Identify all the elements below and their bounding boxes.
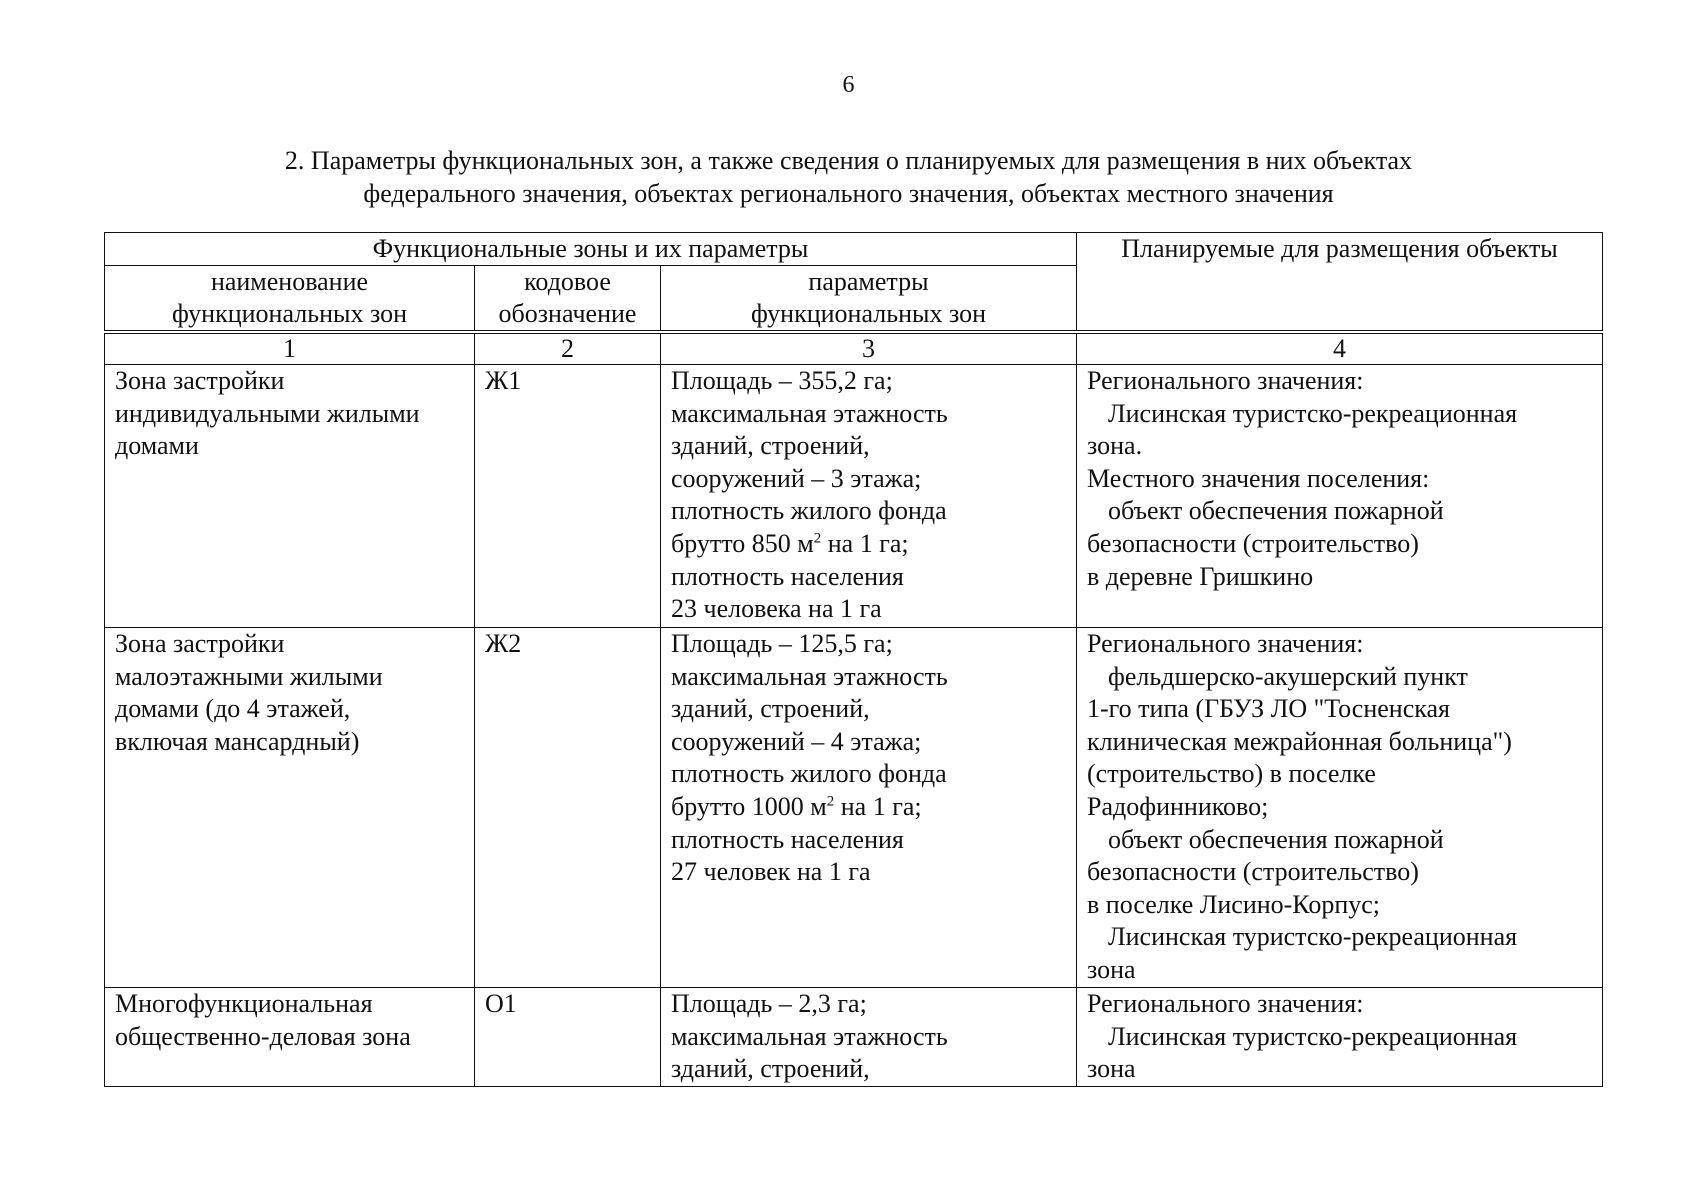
title-line-2: федерального значения, объектах регионального значения, объектах местного значения (363, 179, 1334, 208)
zone-code-cell: Ж2 (475, 628, 661, 988)
table-header-row (105, 233, 1603, 266)
params-density-line (671, 791, 1066, 824)
params-line: плотность жилого фонда (671, 759, 947, 789)
density-value: брутто 1000 м (671, 791, 827, 821)
objects-line: клиническая межрайонная больница") (1087, 726, 1512, 756)
objects-line: зона. (1087, 431, 1143, 461)
objects-line: зона (1087, 1054, 1136, 1084)
params-line: сооружений – 3 этажа; (671, 463, 922, 493)
objects-line: в деревне Гришкино (1087, 561, 1314, 591)
zone-name-line: малоэтажными жилыми (115, 661, 383, 691)
params-line: сооружений – 4 этажа; (671, 726, 922, 756)
planned-objects-cell (1077, 988, 1603, 1087)
column-number: 3 (661, 332, 1077, 365)
zone-name-line: Зона застройки (115, 629, 285, 658)
params-line: максимальная этажность (671, 1021, 948, 1051)
header-zone-name-line: наименование (210, 267, 369, 296)
params-density-line (671, 528, 1066, 561)
zone-params-cell (661, 365, 1077, 628)
objects-line: Лисинская туристско-рекреационная (1108, 1021, 1518, 1051)
header-zone-code-line: кодовое (524, 267, 611, 296)
params-line: максимальная этажность (671, 661, 948, 691)
params-line: 23 человека на 1 га (671, 594, 882, 624)
density-unit: на 1 га; (834, 791, 922, 821)
zone-name-line: индивидуальными жилыми (115, 398, 420, 428)
zone-code-cell: Ж1 (475, 365, 661, 628)
objects-line: зона (1087, 954, 1136, 984)
objects-line: Регионального значения: (1087, 629, 1364, 658)
objects-line: в поселке Лисино-Корпус; (1087, 889, 1381, 919)
header-planned-objects: Планируемые для размещения объекты (1077, 233, 1603, 333)
functional-zones-table (104, 232, 1603, 1087)
header-zone-name (105, 266, 475, 333)
zone-name-cell (105, 988, 475, 1087)
table-row (105, 628, 1603, 988)
objects-line: Регионального значения: (1087, 989, 1364, 1018)
params-line: зданий, строений, (671, 431, 870, 461)
column-number: 4 (1077, 332, 1603, 365)
zone-params-cell (661, 628, 1077, 988)
zone-name-line: домами (до 4 этажей, (115, 694, 351, 724)
objects-line: (строительство) в поселке (1087, 759, 1376, 789)
zone-params-cell (661, 988, 1077, 1087)
objects-line: объект обеспечения пожарной (1108, 496, 1444, 526)
params-line: Площадь – 125,5 га; (671, 629, 893, 658)
header-zone-params (661, 266, 1077, 333)
objects-line: 1-го типа (ГБУЗ ЛО "Тосненская (1087, 694, 1450, 724)
density-unit: на 1 га; (821, 528, 909, 558)
square-superscript: 2 (826, 793, 835, 810)
params-line: максимальная этажность (671, 398, 948, 428)
params-line: плотность жилого фонда (671, 496, 947, 526)
zone-name-line: включая мансардный) (115, 726, 360, 756)
column-number: 2 (475, 332, 661, 365)
planned-objects-cell (1077, 365, 1603, 628)
table-row (105, 365, 1603, 628)
zone-name-cell (105, 365, 475, 628)
header-zones-group: Функциональные зоны и их параметры (105, 233, 1077, 266)
objects-line: Лисинская туристско-рекреационная (1108, 922, 1518, 952)
objects-line: Радофинниково; (1087, 791, 1269, 821)
objects-line: безопасности (строительство) (1087, 528, 1419, 558)
zone-name-line: Зона застройки (115, 366, 285, 395)
header-zone-code (475, 266, 661, 333)
objects-line: фельдшерско-акушерский пункт (1108, 661, 1468, 691)
header-zone-code-line: обозначение (498, 299, 637, 328)
page-number: 6 (842, 72, 855, 98)
header-zone-params-line: функциональных зон (750, 299, 986, 328)
column-number-row (105, 332, 1603, 365)
header-zone-params-line: параметры (808, 267, 929, 296)
zone-name-line: общественно-деловая зона (115, 1021, 411, 1051)
params-line: 27 человек на 1 га (671, 857, 871, 887)
planned-objects-cell (1077, 628, 1603, 988)
objects-line: Лисинская туристско-рекреационная (1108, 398, 1518, 428)
objects-line: Местного значения поселения: (1087, 463, 1430, 493)
column-number: 1 (105, 332, 475, 365)
header-zone-name-line: функциональных зон (171, 299, 407, 328)
objects-line: объект обеспечения пожарной (1108, 824, 1444, 854)
params-line: плотность населения (671, 561, 904, 591)
density-value: брутто 850 м (671, 528, 814, 558)
zone-code-cell: О1 (475, 988, 661, 1087)
params-line: Площадь – 355,2 га; (671, 366, 893, 395)
zone-name-line: домами (115, 431, 199, 461)
params-line: зданий, строений, (671, 694, 870, 724)
table-row (105, 988, 1603, 1087)
title-line-1: 2. Параметры функциональных зон, а также сведения о планируемых для размещения в них объектах (284, 146, 1413, 175)
objects-line: Регионального значения: (1087, 366, 1364, 395)
params-line: зданий, строений, (671, 1054, 870, 1084)
zone-name-line: Многофункциональная (115, 989, 373, 1018)
zone-name-cell (105, 628, 475, 988)
square-superscript: 2 (813, 530, 822, 547)
params-line: Площадь – 2,3 га; (671, 989, 867, 1018)
objects-line: безопасности (строительство) (1087, 857, 1419, 887)
document-title (180, 144, 1517, 210)
params-line: плотность населения (671, 824, 904, 854)
